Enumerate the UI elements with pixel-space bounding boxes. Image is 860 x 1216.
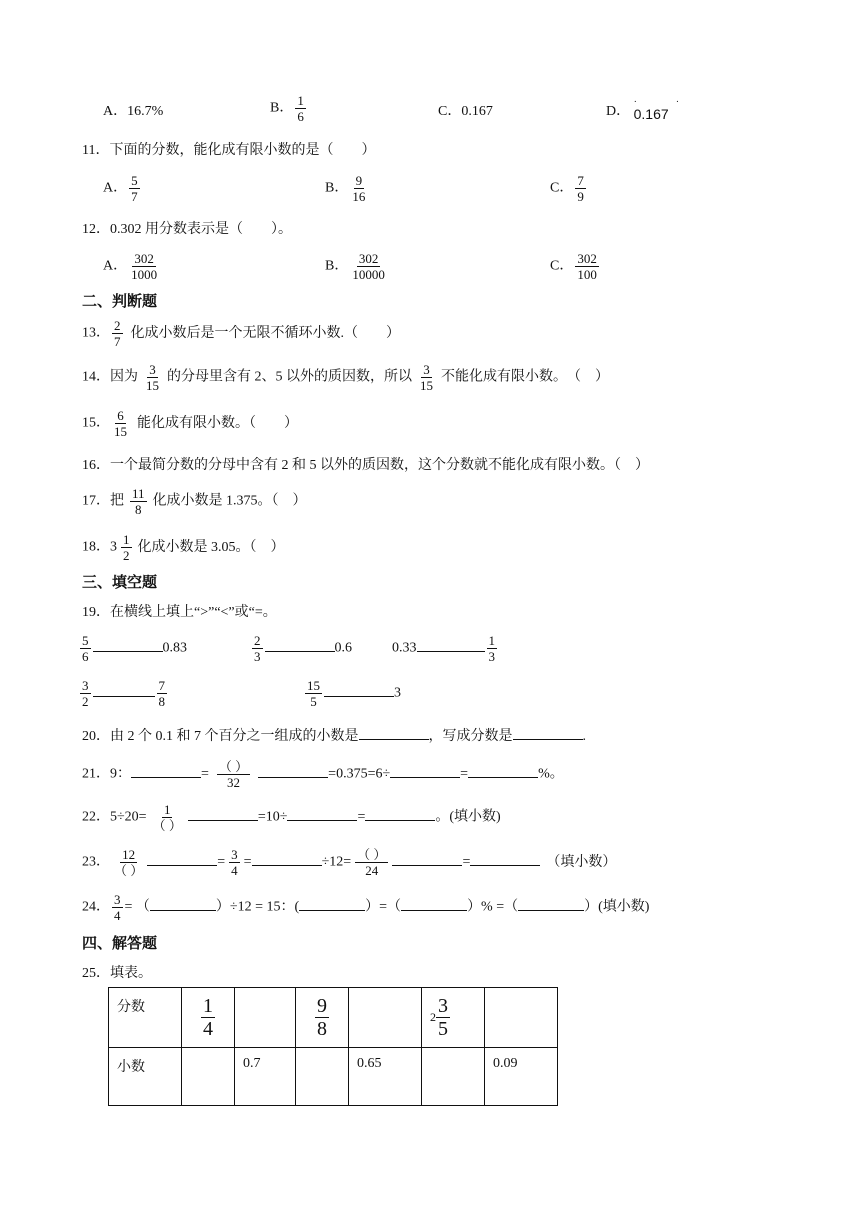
answer-blank[interactable] xyxy=(518,909,584,911)
answer-blank[interactable] xyxy=(188,819,258,821)
fraction-decimal-table xyxy=(108,987,558,1106)
question-24: 24． $\frac{3}{4}$ = （ ）÷12 = 15：( ）=（ ）% =（ ）(填小数) xyxy=(82,892,650,923)
fraction: $\frac{302}{100}$ xyxy=(577,251,597,282)
answer-blank[interactable] xyxy=(470,864,540,866)
q19-item-4 xyxy=(78,679,169,708)
answer-cell[interactable] xyxy=(182,1048,235,1106)
fraction: $\frac{1}{6}$ xyxy=(297,93,304,124)
answer-blank[interactable] xyxy=(401,909,467,911)
fraction: $\frac{1}{2}$ xyxy=(123,532,130,563)
answer-blank[interactable] xyxy=(359,738,429,740)
fraction: $\frac{3}{4}$ xyxy=(231,847,238,878)
question-12-stem: 12．0.302 用分数表示是（ ）。 xyxy=(82,222,292,237)
repeat-dots: · · xyxy=(633,96,698,107)
table-cell xyxy=(296,988,349,1048)
fraction: $\frac{11}{8}$ xyxy=(132,486,145,517)
question-11-stem: 11．下面的分数，能化成有限小数的是（ ） xyxy=(82,143,376,158)
fraction: $\frac{302}{10000}$ xyxy=(352,251,385,282)
option-label: D． xyxy=(606,104,631,119)
answer-cell[interactable] xyxy=(235,988,296,1048)
table-cell xyxy=(182,988,235,1048)
fraction: $\frac{3}{4}$ xyxy=(114,892,121,923)
fraction: $\frac{2}{7}$ xyxy=(114,318,121,349)
fraction: $\frac{5}{6}$ xyxy=(82,633,89,664)
question-18: 18．3 $\frac{1}{2}$ 化成小数是 3.05。（ ） xyxy=(82,532,285,563)
q11-option-b[interactable]: B． $\frac{9}{16}$ xyxy=(325,173,366,204)
q12-option-c[interactable]: C． $\frac{302}{100}$ xyxy=(550,251,597,282)
q19-item-2: $\frac{2}{3}$ 0.6 xyxy=(254,633,352,664)
answer-blank[interactable] xyxy=(390,776,460,778)
fraction: $\frac{302}{1000}$ xyxy=(131,251,158,282)
question-25-stem: 25．填表。 xyxy=(82,966,152,981)
answer-blank[interactable] xyxy=(365,819,435,821)
answer-blank[interactable] xyxy=(252,864,322,866)
fraction: $\frac{( )}{24}$ xyxy=(357,847,387,878)
question-21: 21．9： = $\frac{( )}{32}$ =0.375=6÷ = %。 xyxy=(82,759,564,790)
row-label: 分数 xyxy=(109,988,182,1048)
fraction: $\frac{1}{( )}$ xyxy=(152,802,182,833)
q11-option-c[interactable]: C． $\frac{7}{9}$ xyxy=(550,173,584,204)
answer-blank[interactable] xyxy=(513,738,583,740)
answer-blank[interactable] xyxy=(392,864,462,866)
fraction: $\frac{1}{3}$ xyxy=(488,633,495,664)
answer-blank[interactable] xyxy=(258,776,328,778)
answer-blank[interactable] xyxy=(93,650,163,652)
q10-option-b[interactable] xyxy=(270,94,308,123)
section-heading-solve: 四、解答题 xyxy=(82,934,158,952)
question-20: 20．由 2 个 0.1 和 7 个百分之一组成的小数是 ，写成分数是 . xyxy=(82,729,586,744)
fraction: $\frac{6}{15}$ xyxy=(114,408,127,439)
fraction: $\frac{1}{4}$ xyxy=(203,995,213,1040)
row-label: 小数 xyxy=(109,1048,182,1106)
fraction: $\frac{15}{5}$ xyxy=(307,678,320,709)
table-cell: 0.09 xyxy=(485,1048,558,1106)
q10-option-c[interactable]: C．0.167 xyxy=(438,104,493,119)
answer-blank[interactable] xyxy=(468,776,538,778)
fraction: $\frac{7}{8}$ xyxy=(158,678,165,709)
q19-item-1: $\frac{5}{6}$ 0.83 xyxy=(82,633,187,664)
answer-cell[interactable] xyxy=(485,988,558,1048)
fraction: $\frac{3}{15}$ xyxy=(420,362,433,393)
q10-option-a[interactable]: A．16.7% xyxy=(103,104,164,119)
table-row xyxy=(109,1048,558,1106)
fraction: $\frac{3}{5}$ xyxy=(438,995,448,1040)
question-16: 16．一个最简分数的分母中含有 2 和 5 以外的质因数，这个分数就不能化成有限小数。（ ） xyxy=(82,458,649,473)
fraction: $\frac{( )}{32}$ xyxy=(218,759,249,790)
fraction: $\frac{9}{8}$ xyxy=(317,995,327,1040)
answer-blank[interactable] xyxy=(417,650,485,652)
table-cell xyxy=(422,988,485,1048)
answer-cell[interactable] xyxy=(422,1048,485,1106)
whole-number: 2 xyxy=(430,1010,436,1024)
q19-item-5: $\frac{15}{5}$ 3 xyxy=(307,678,401,709)
question-15: 15． $\frac{6}{15}$ 能化成有限小数。（ ） xyxy=(82,408,298,439)
answer-blank[interactable] xyxy=(93,695,155,697)
fraction: $\frac{2}{3}$ xyxy=(254,633,261,664)
q12-option-a[interactable]: A． $\frac{302}{1000}$ xyxy=(103,251,158,282)
answer-cell[interactable] xyxy=(349,988,422,1048)
fraction: $\frac{12}{( )}$ xyxy=(114,847,144,878)
question-23: 23． $\frac{12}{( )}$ = $\frac{3}{4}$ = ÷12= $\frac{( )}{24}$ = （填小数） xyxy=(82,847,617,878)
fraction: $\frac{5}{7}$ xyxy=(131,173,138,204)
answer-blank[interactable] xyxy=(324,695,394,697)
q11-option-a[interactable]: A． $\frac{5}{7}$ xyxy=(103,173,138,204)
answer-blank[interactable] xyxy=(299,909,365,911)
table-cell: 0.7 xyxy=(235,1048,296,1106)
fraction: $\frac{9}{16}$ xyxy=(352,173,366,204)
section-heading-judgement: 二、判断题 xyxy=(82,292,158,310)
question-14: 14．因为 $\frac{3}{15}$ 的分母里含有 2、5 以外的质因数，所以 $\frac{3}{15}$ 不能化成有限小数。 （ ） xyxy=(82,362,609,393)
section-heading-fill-in: 三、填空题 xyxy=(82,573,158,591)
fraction: $\frac{3}{2}$ xyxy=(82,678,89,709)
option-label: B． xyxy=(270,100,294,116)
answer-blank[interactable] xyxy=(265,650,335,652)
q19-item-3: 0.33 $\frac{1}{3}$ xyxy=(392,633,495,664)
answer-blank[interactable] xyxy=(147,864,217,866)
question-13: 13． $\frac{2}{7}$ 化成小数后是一个无限不循环小数.（ ） xyxy=(82,318,400,349)
question-17: 17．把 $\frac{11}{8}$ 化成小数是 1.375。（ ） xyxy=(82,486,307,517)
fraction: $\frac{7}{9}$ xyxy=(577,173,584,204)
fraction: $\frac{3}{15}$ xyxy=(146,362,159,393)
answer-blank[interactable] xyxy=(150,909,216,911)
q12-option-b[interactable]: B． $\frac{302}{10000}$ xyxy=(325,251,385,282)
answer-blank[interactable] xyxy=(287,819,357,821)
question-19-stem: 19．在横线上填上“>”“<”或“=。 xyxy=(82,605,277,620)
answer-blank[interactable] xyxy=(131,776,201,778)
question-22: 22．5÷20= $\frac{1}{( )}$ =10÷ = 。(填小数) xyxy=(82,802,501,833)
repeating-decimal: · · 0.167 xyxy=(633,96,698,122)
table-cell: 0.65 xyxy=(349,1048,422,1106)
answer-cell[interactable] xyxy=(296,1048,349,1106)
table-row xyxy=(109,988,558,1048)
q10-option-d[interactable] xyxy=(606,96,698,122)
